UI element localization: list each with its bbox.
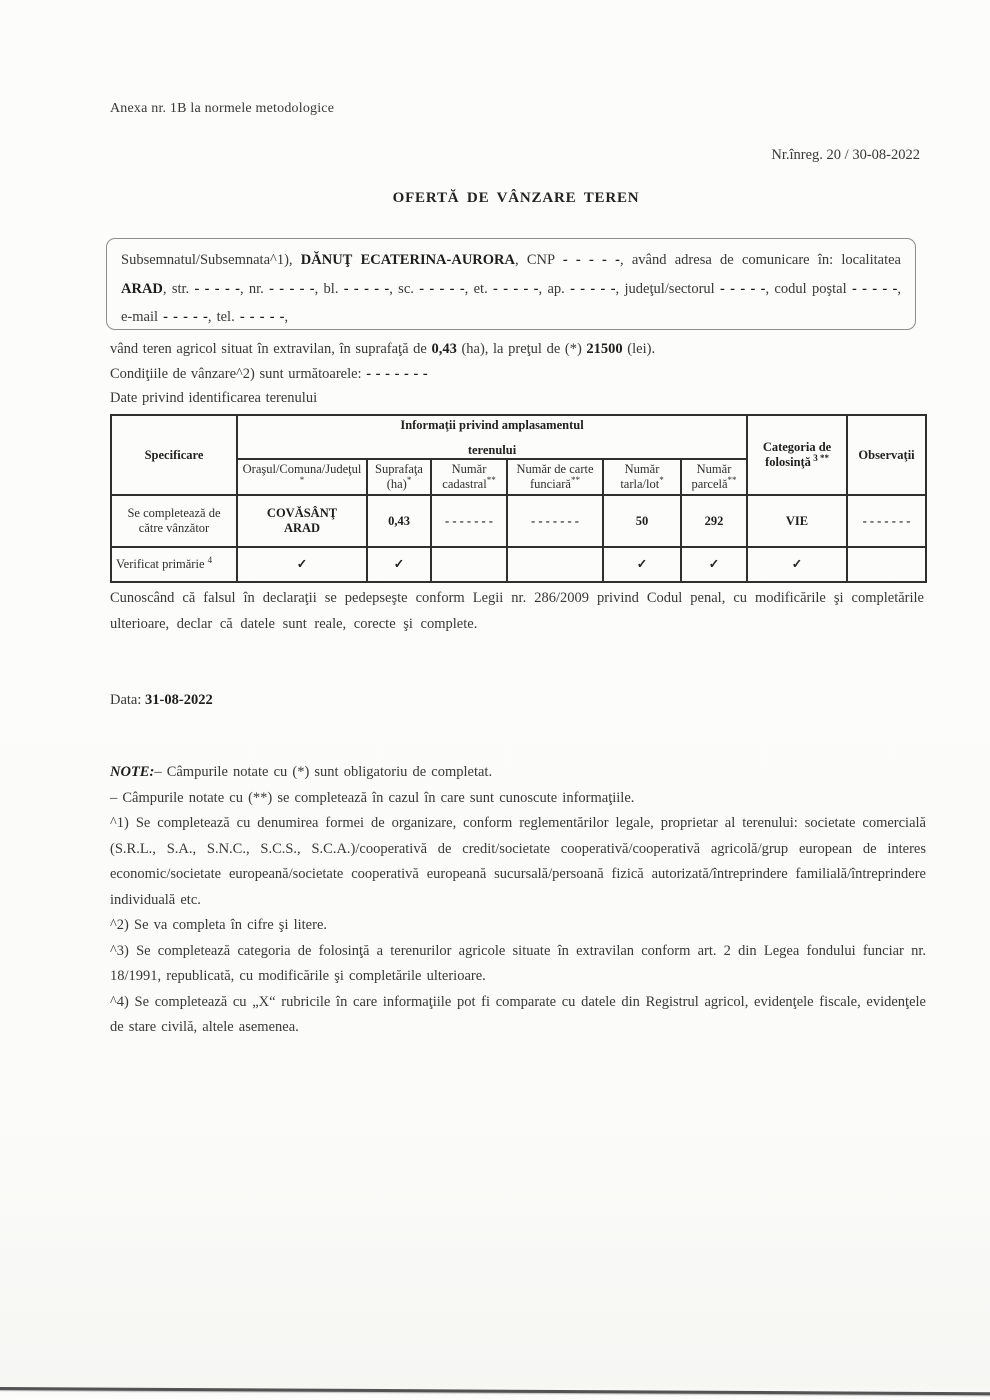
verified-by-cityhall-row — [111, 547, 926, 582]
cell-carte-funciara-value: - - - - - - - — [507, 495, 603, 547]
date-line: Data: 31-08-2022 — [110, 692, 213, 708]
seller-data-row — [111, 495, 926, 547]
column-header-parcela: Număr parcelă** — [681, 459, 747, 495]
note-3-land-category: ^3) Se completează categoria de folosinţă a terenurilor agricole situate în extravilan conform art. 2 din Legea fondului funciar nr. 18/1991, republicată, cu modificările şi completările ulterioare. — [110, 942, 926, 984]
declaration-paragraph: Cunoscând că falsul în declaraţii se pedepseşte conform Legii nr. 286/2009 privind Codul penal, cu modificările şi completările ulterioare, declar că datele sunt reale, corecte şi complete. — [110, 590, 924, 632]
row-label-verificat-primarie: Verificat primărie $^4$ — [111, 547, 237, 582]
scan-bottom-edge — [0, 1387, 990, 1395]
column-header-tarla-lot: Număr tarla/lot* — [603, 459, 681, 495]
column-header-numar-cadastral: Număr cadastral** — [431, 459, 507, 495]
group-header-line2: terenului — [467, 443, 517, 457]
document-title: OFERTĂ DE VÂNZARE TEREN — [392, 190, 640, 206]
column-header-carte-funciara: Număr de carte funciară** — [507, 459, 603, 495]
checkmark-tarla: ✓ — [603, 547, 681, 582]
cell-observatii-value: - - - - - - - — [847, 495, 926, 547]
column-header-observatii: Observaţii — [847, 415, 926, 495]
cell-cadastral-value: - - - - - - - — [431, 495, 507, 547]
checkmark-parcela: ✓ — [681, 547, 747, 582]
cell-categoria-value: VIE — [747, 495, 847, 547]
land-identification-table — [110, 414, 927, 583]
note-1-organization-form: ^1) Se completează cu denumirea formei de organizare, conform reglementărilor legale, proprietar al terenului: societate comercială (S.R.L., S.A., S.N.C., S.C.S., S.C.A.)/cooperativă de credit/societate cooperativă/cooperativă agricolă/grup european de interes economic/societate europeană/societate cooperativă europeană sucursală/persoană fizică autorizată/întreprindere familială/întreprindere individuală etc. — [110, 815, 926, 908]
sale-summary-block — [110, 337, 922, 411]
column-header-amplasament-group — [237, 415, 747, 459]
cell-empty-carte-funciara — [507, 547, 603, 582]
note-mandatory-fields: NOTE:– Câmpurile notate cu (*) sunt obligatoriu de completat. — [110, 764, 493, 780]
cell-locality-value: COVĂSÂNŢ ARAD — [237, 495, 367, 547]
cell-tarla-value: 50 — [603, 495, 681, 547]
cell-parcela-value: 292 — [681, 495, 747, 547]
annex-label: Anexa nr. 1B la normele metodologice — [110, 101, 335, 116]
applicant-paragraph: Subsemnatul/Subsemnata^1), DĂNUŢ ECATERINA-AURORA, CNP - - - - -, având adresa de comunicare în: localitatea ARAD, str. - - - - -, nr. - - - - -, bl. - - - - -, sc. - - - - -, et. - - - - -, ap. - - - - -, judeţul/sectorul - - - - -, codul poştal - - - - -, e-mail - - - - -, tel. - - - - -, — [121, 252, 902, 325]
row-label-seller: Se completează de către vânzător — [111, 495, 237, 547]
column-header-suprafata: Suprafaţa (ha)* — [367, 459, 431, 495]
column-header-categoria-folosinta: Categoria de folosinţă $^{3 **}$ — [747, 415, 847, 495]
land-id-heading: Date privind identificarea terenului — [110, 390, 318, 406]
checkmark-area: ✓ — [367, 547, 431, 582]
checkmark-locality: ✓ — [237, 547, 367, 582]
note-4-x-marking: ^4) Se completează cu „X“ rubricile în care informaţiile pot fi comparate cu datele din Registrul agricol, evidenţele fiscale, evidenţele de stare civilă, altele asemenea. — [110, 993, 926, 1035]
column-header-specificare: Specificare — [111, 415, 237, 495]
cell-area-value: 0,43 — [367, 495, 431, 547]
note-2-numbers-letters: ^2) Se va completa în cifre şi litere. — [110, 917, 328, 933]
registration-number: Nr.înreg. 20 / 30-08-2022 — [771, 147, 920, 163]
group-header-line1: Informaţii privind amplasamentul — [400, 418, 584, 432]
cell-empty-cadastral — [431, 547, 507, 582]
cell-empty-observatii — [847, 547, 926, 582]
column-header-oras-comuna-judet: Oraşul/Comuna/Judeţul * — [237, 459, 367, 495]
note-optional-fields: – Câmpurile notate cu (**) se completează în cazul în care sunt cunoscute informaţiile. — [110, 789, 635, 806]
applicant-info-box — [106, 238, 916, 330]
checkmark-categoria: ✓ — [747, 547, 847, 582]
sale-terms-line: vând teren agricol situat în extravilan, în suprafaţă de 0,43 (ha), la preţul de (*) 21500 (lei). — [110, 341, 656, 357]
sale-conditions-line: Condiţiile de vânzare^2) sunt următoarele: - - - - - - - — [110, 365, 428, 382]
notes-section — [110, 760, 926, 1041]
